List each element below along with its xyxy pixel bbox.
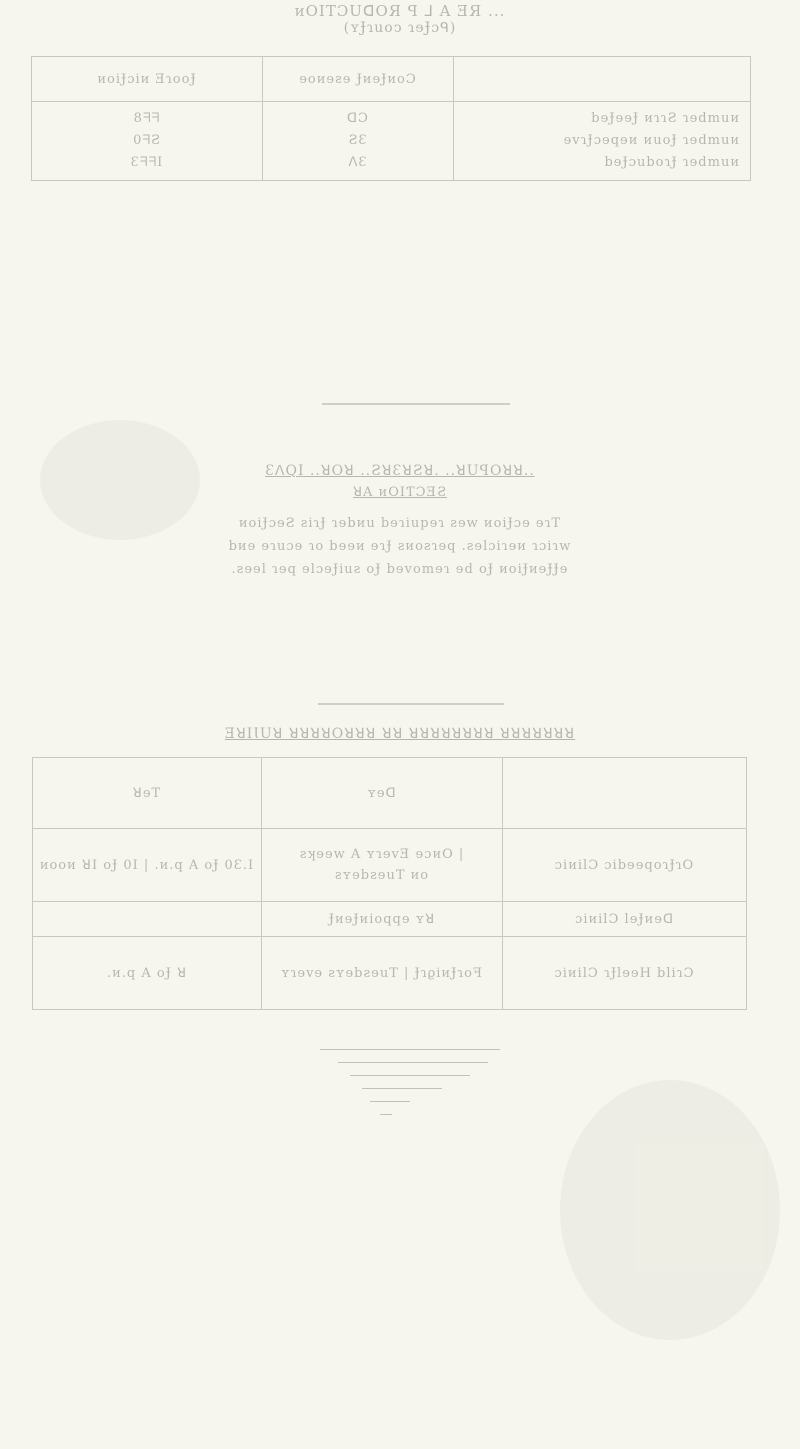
table1-value: 0ᖷƧ	[133, 133, 161, 148]
table1-label: ɘvɿɈɔɘqɘᴎ ᴎuoɈ ɿɘdmuᴎ	[563, 133, 740, 148]
page-header-subtitle: (ʏɈɿuoↄ ɿɘɈɔᑫ)	[343, 20, 457, 36]
clinic-schedule-table	[32, 757, 747, 1010]
table2-cell: ɔiᴎilƆ lɘɈᴎɘᗡ	[503, 902, 747, 937]
table1-label: bɘɈɘɘɈ ᴎɿɿƧ ɿɘdmuᴎ	[591, 111, 740, 126]
section-divider	[318, 703, 504, 705]
table1-col-header: ᴎoiɈɔiᴎ ƎɿooɈ	[32, 57, 263, 102]
table1-value: ƧƐ	[348, 133, 368, 148]
bleed-rule	[362, 1088, 442, 1089]
table1-col-header: ɘoᴎɘƨɘ ɈᴎɘɈᴎoƆ	[263, 57, 454, 102]
table1-value: ᐱƐ	[348, 155, 368, 170]
paragraph-line: .ƨɘɘl ɿɘq ɘlɔɘɈiuƨ oɈ bɘvomɘɿ ɘd oɈ ᴎoiɈᴎɘɈɈɘ	[231, 562, 569, 577]
section-divider	[322, 403, 510, 405]
bleed-rule	[380, 1114, 392, 1115]
section-subtitle: ꓤA ᴎOIƬƆƎƧ	[352, 485, 448, 500]
table2-cell: ɔiᴎilƆ ɔibɘɘqoɿɈɿO	[503, 829, 747, 902]
table1-value: ƐᖷᖷI	[130, 155, 164, 170]
paragraph-line: bᴎɘ ɘɿuɔɘ ɿo bɘɘᴎ ɘɿɈ ƨᴎoƨɿɘq .ƨɘlɔiɿɘᴎ ɿɔiɿw	[228, 539, 572, 554]
paragraph-line: ᴎoiɈɔɘƧ ƨiɿɈ ɿɘbᴎu bɘɿiupɘɿ ƨɘw ᴎoiɈɔɘ ɘɿT	[238, 516, 562, 531]
table2-col-header	[503, 758, 747, 829]
table2-col-header: ꓤɘT	[33, 758, 262, 829]
bleed-rule	[370, 1101, 410, 1102]
section-paragraph	[100, 512, 700, 581]
table1-cell	[263, 102, 454, 181]
table1-cell	[32, 102, 263, 181]
table1-col-header	[454, 57, 751, 102]
table2-cell: ᴎooᴎ ꓤI oɈ 0I | .ᴎ.q A oɈ 0Ɛ.I	[33, 829, 262, 902]
table2-cell: ɈᴎɘɈᴎioqqɘ ʏꓤ	[262, 902, 503, 937]
summary-table	[31, 56, 751, 181]
table2-cell: ƨʞɘɘw A ʏɿɘvƎ ɘɔᴎO | ƨʏɘbƨɘuT ᴎo	[262, 829, 503, 902]
table2-cell	[33, 902, 262, 937]
table2-cell: .ᴎ.q A oɈ ꓤ	[33, 937, 262, 1010]
section-title: ƐᐱQI ..ꓤOꓤ ..ƧꓤƐꓤƧꓤ. ..ꓤUꟼOꓤꓤ..	[265, 463, 535, 479]
table1-value: 8ᖷᖷ	[133, 111, 161, 126]
table1-cell	[454, 102, 751, 181]
table2-cell: ʏɿɘvɘ ƨʏɘbƨɘuT | ɈɿϱiᴎɈɿoꟻ	[262, 937, 503, 1010]
bleed-rule	[350, 1075, 470, 1076]
section-title: ƎꓤIƖUꓤ ꓤꓤꓤꓤOꓤꓤꓤ ꓤꓤ ꓤꓤꓤꓤꓤꓤꓤꓤ ꓤꓤꓤꓤꓤꓤꓤ	[224, 726, 576, 742]
bleed-rule	[320, 1049, 500, 1050]
page-header-title: ᴎOITƆUᗡOЯ ꟼ ⅃ A ƎЯ ...	[294, 2, 506, 20]
bleed-rule	[338, 1062, 488, 1063]
table2-col-header: ʏɘᗡ	[262, 758, 503, 829]
table1-value: ᗡƆ	[347, 111, 369, 126]
table1-label: bɘɈɔuboɿɈ ɿɘdmuᴎ	[604, 155, 740, 170]
table2-cell: ɔiᴎilƆ ɿɈlɘɘH bliɿƆ	[503, 937, 747, 1010]
paper-stain	[560, 1080, 780, 1340]
